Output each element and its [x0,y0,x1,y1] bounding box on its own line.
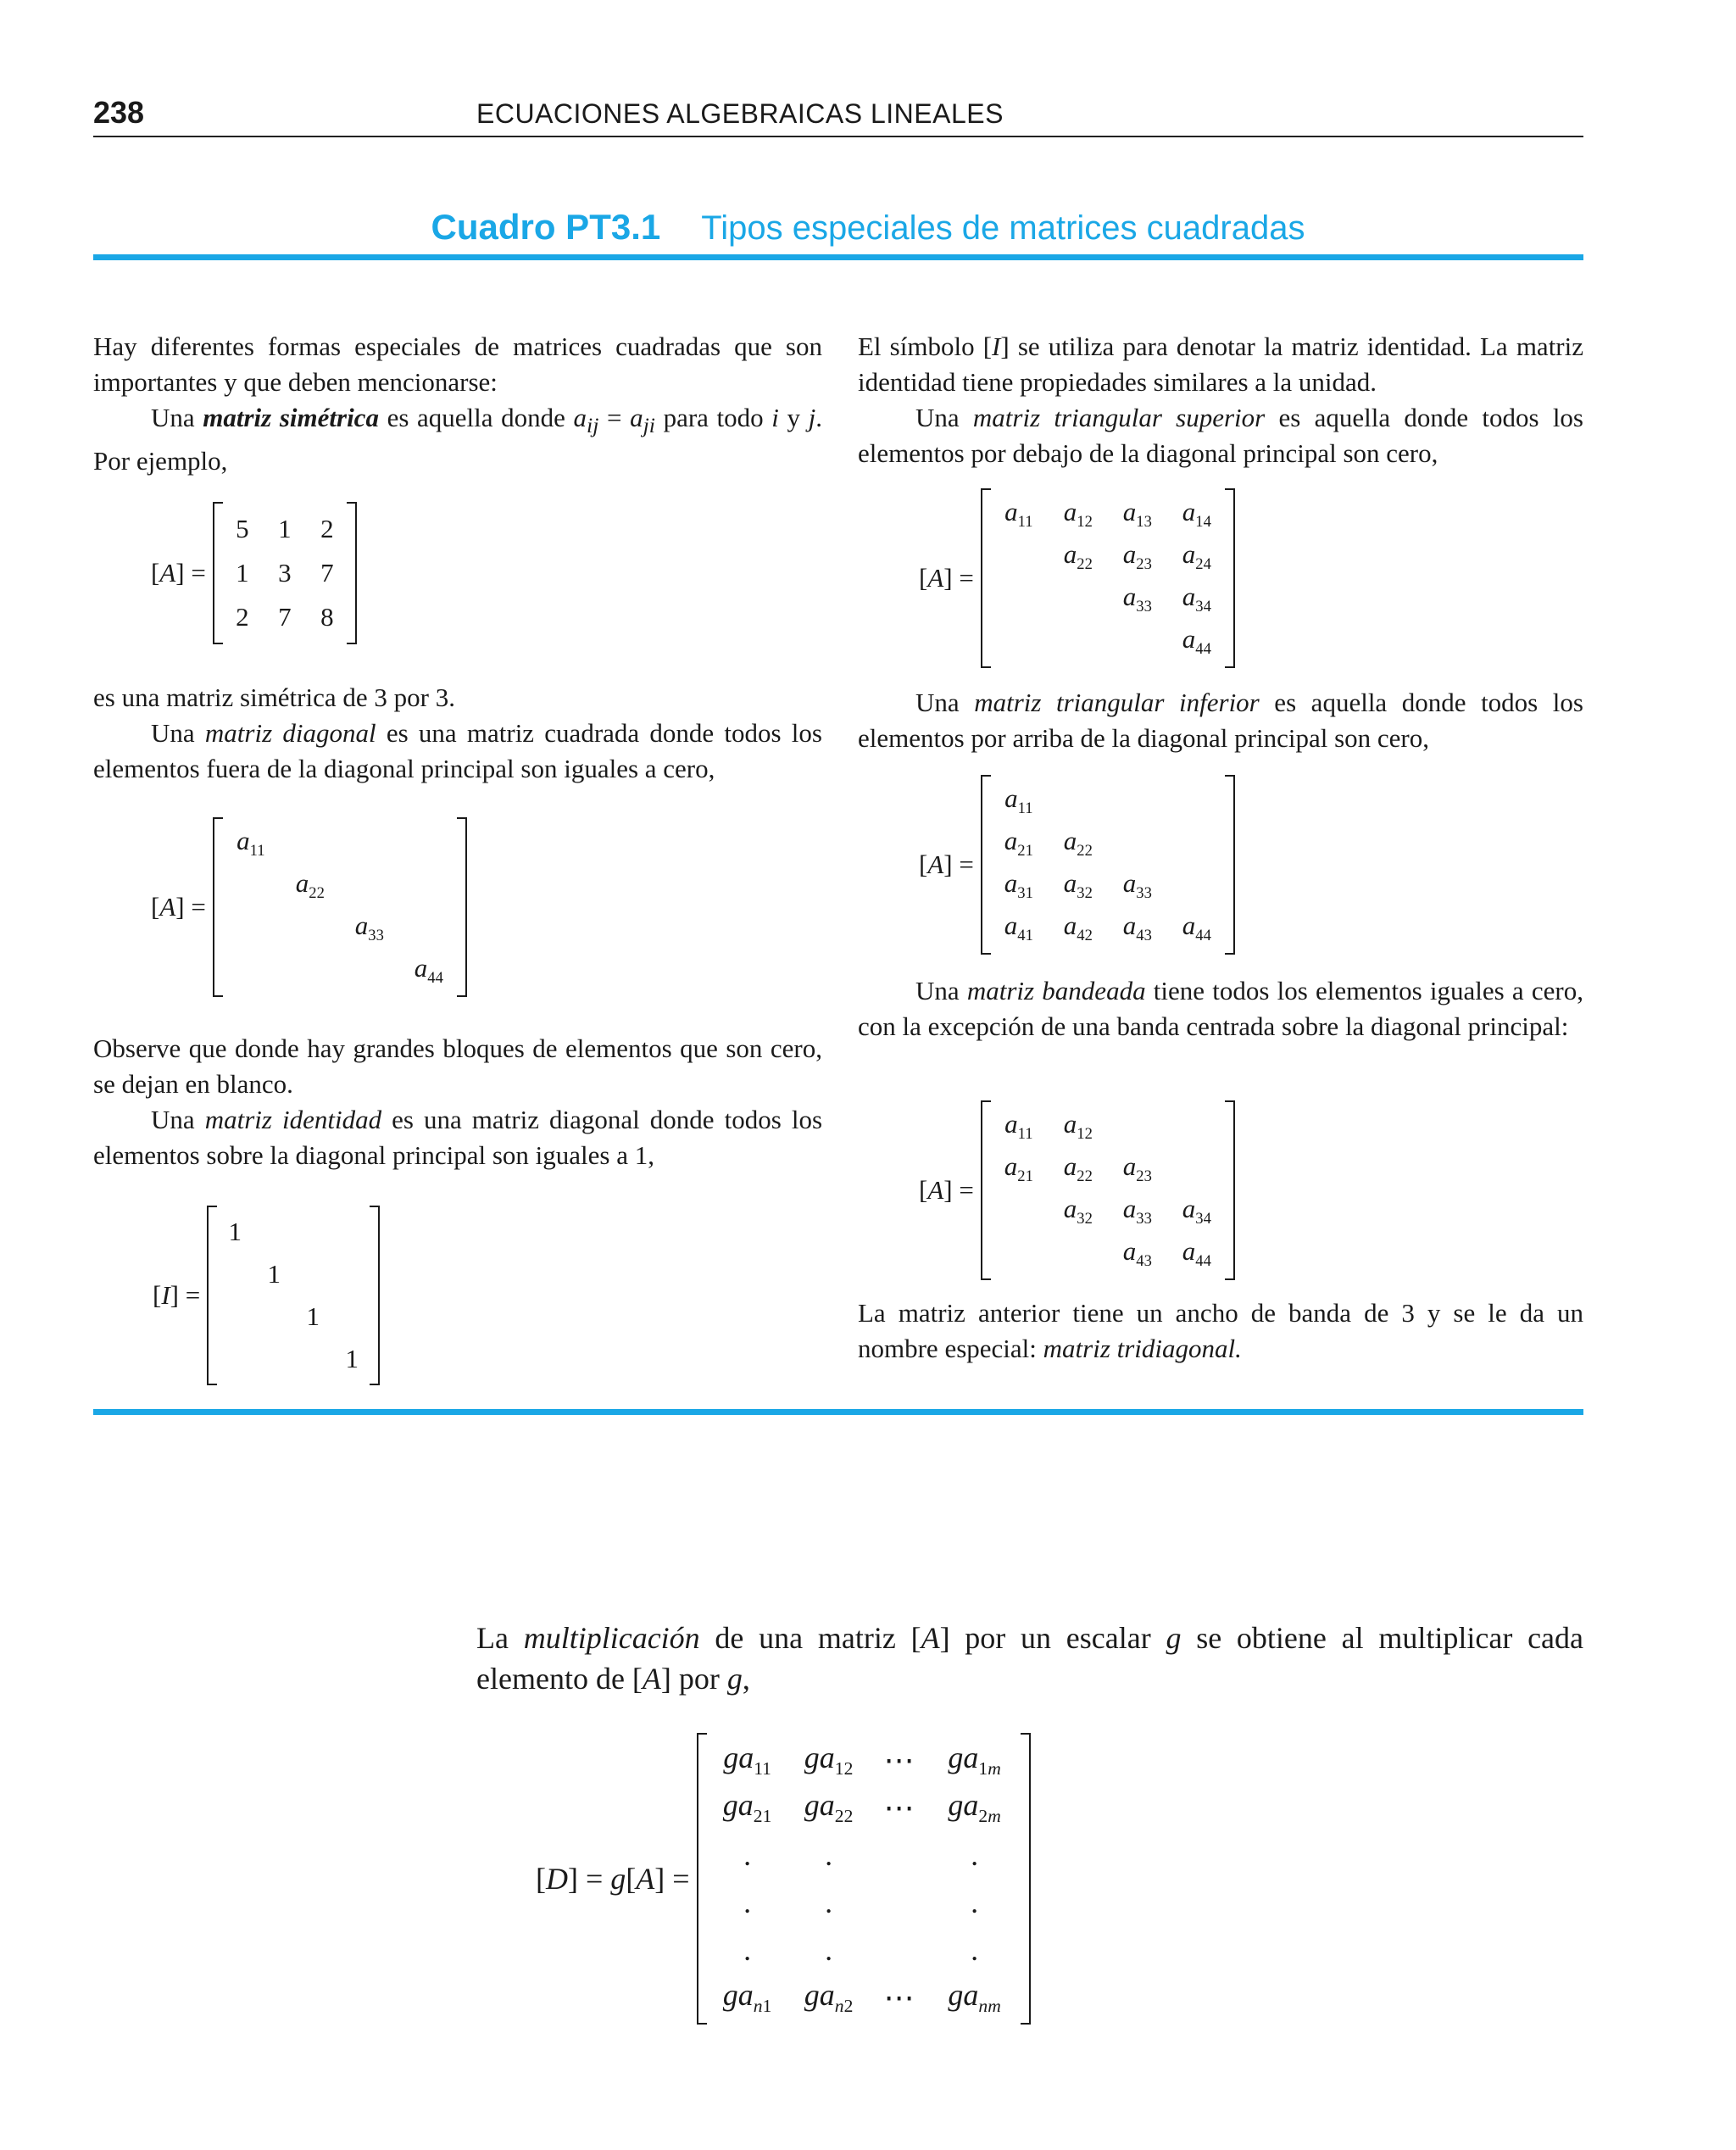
upper-triangular-matrix: [A] = $a_{11}$ $a_{12}$ $a_{13}$ $a_{14}$ $a_{22}$ $a_{23}$ $a_{24}$ $a_{33}$ $a_{34}$ $a_{44}$ [919,488,1235,668]
symmetric-term: matriz simétrica [203,403,379,432]
left-diagonal [93,680,822,787]
identity-definition: Una matriz identidad es una matriz diagonal donde todos los elementos sobre la diagonal principal son iguales a 1, [93,1105,823,1170]
right-identity-text [858,329,1583,471]
blank-note: Observe que donde hay grandes bloques de elementos que son cero, se dejan en blanco. [93,1033,822,1099]
box-title [0,207,1736,248]
lower-triangular-definition: Una matriz triangular inferior es aquella donde todos los elementos por arriba de la diagonal principal son cero, [858,688,1583,753]
diagonal-term: matriz diagonal [204,718,376,748]
symmetric-matrix: [A] = 5 1 2 1 3 7 2 7 8 [151,502,357,644]
symmetric-note: es una matriz simétrica de 3 por 3. [93,682,455,712]
lower-term: matriz triangular inferior [974,688,1260,717]
right-band-text [858,973,1583,1044]
banded-term: matriz bandeada [966,976,1146,1005]
diagonal-matrix: [A] = $a_{11}$ $a_{22}$ $a_{33}$ $a_{44}$ [151,817,467,997]
upper-term: matriz triangular superior [972,403,1266,432]
multiplication-term: multiplicación [523,1621,700,1655]
lower-triangular-matrix: [A] = $a_{11}$ $a_{21}$ $a_{22}$ $a_{31}$ $a_{32}$ $a_{33}$ $a_{41}$ $a_{42}$ $a_{43}$ $a_{44}$ [919,775,1235,955]
identity-matrix: [I] = 1 1 1 1 [153,1206,380,1385]
header-rule [93,136,1583,137]
banded-definition: Una matriz bandeada tiene todos los elementos iguales a cero, con la excepción de una banda centrada sobre la diagonal principal: [858,976,1583,1041]
left-intro [93,329,822,479]
intro-paragraph: Hay diferentes formas especiales de matrices cuadradas que son importantes y que deben mencionarse: [93,331,822,397]
right-tridiagonal-text [858,1295,1583,1367]
tridiagonal-term: matriz tridiagonal. [1043,1334,1242,1363]
box-label: Cuadro PT3.1 [431,207,661,247]
box-bottom-rule [93,1409,1583,1415]
identity-symbol-note: El símbolo [I] se utiliza para denotar la matriz identidad. La matriz identidad tiene propiedades similares a la unidad. [858,331,1583,397]
symmetric-definition: Una matriz simétrica es aquella donde $a_{ij} = a_{ji}$ para todo i y j. Por ejemplo, [93,403,822,476]
scalar-multiplication-text: La multiplicación de una matriz [A] por un escalar g se obtiene al multiplicar cada elemento de [A] por g, [476,1621,1584,1696]
running-title: ECUACIONES ALGEBRAICAS LINEALES [476,98,1004,129]
upper-triangular-definition: Una matriz triangular superior es aquella donde todos los elementos por debajo de la diagonal principal son cero, [858,403,1583,468]
right-lower-text [858,685,1583,756]
page-number: 238 [93,95,145,130]
scalar-multiplication-matrix: [D] = g[A] = $ga_{11}$ $ga_{12}$ ⋯ $ga_{1m}$ $ga_{21}$ $ga_{22}$ ⋯ $ga_{2m}$ . . . . . . . . . $ga_{n1}$ $ga_{n2}$ ⋯ $ga_{nm}$ [536,1733,1031,2025]
left-identity [93,1031,822,1173]
banded-matrix: [A] = $a_{11}$ $a_{12}$ $a_{21}$ $a_{22}$ $a_{23}$ $a_{32}$ $a_{33}$ $a_{34}$ $a_{43}$ $a_{44}$ [919,1100,1235,1280]
box-top-rule [93,254,1583,260]
tridiagonal-note: La matriz anterior tiene un ancho de banda de 3 y se le da un nombre especial: matriz tridiagonal. [858,1298,1583,1363]
identity-term: matriz identidad [204,1105,382,1134]
box-heading: Tipos especiales de matrices cuadradas [701,209,1305,247]
diagonal-definition: Una matriz diagonal es una matriz cuadrada donde todos los elementos fuera de la diagonal principal son iguales a cero, [93,718,822,783]
